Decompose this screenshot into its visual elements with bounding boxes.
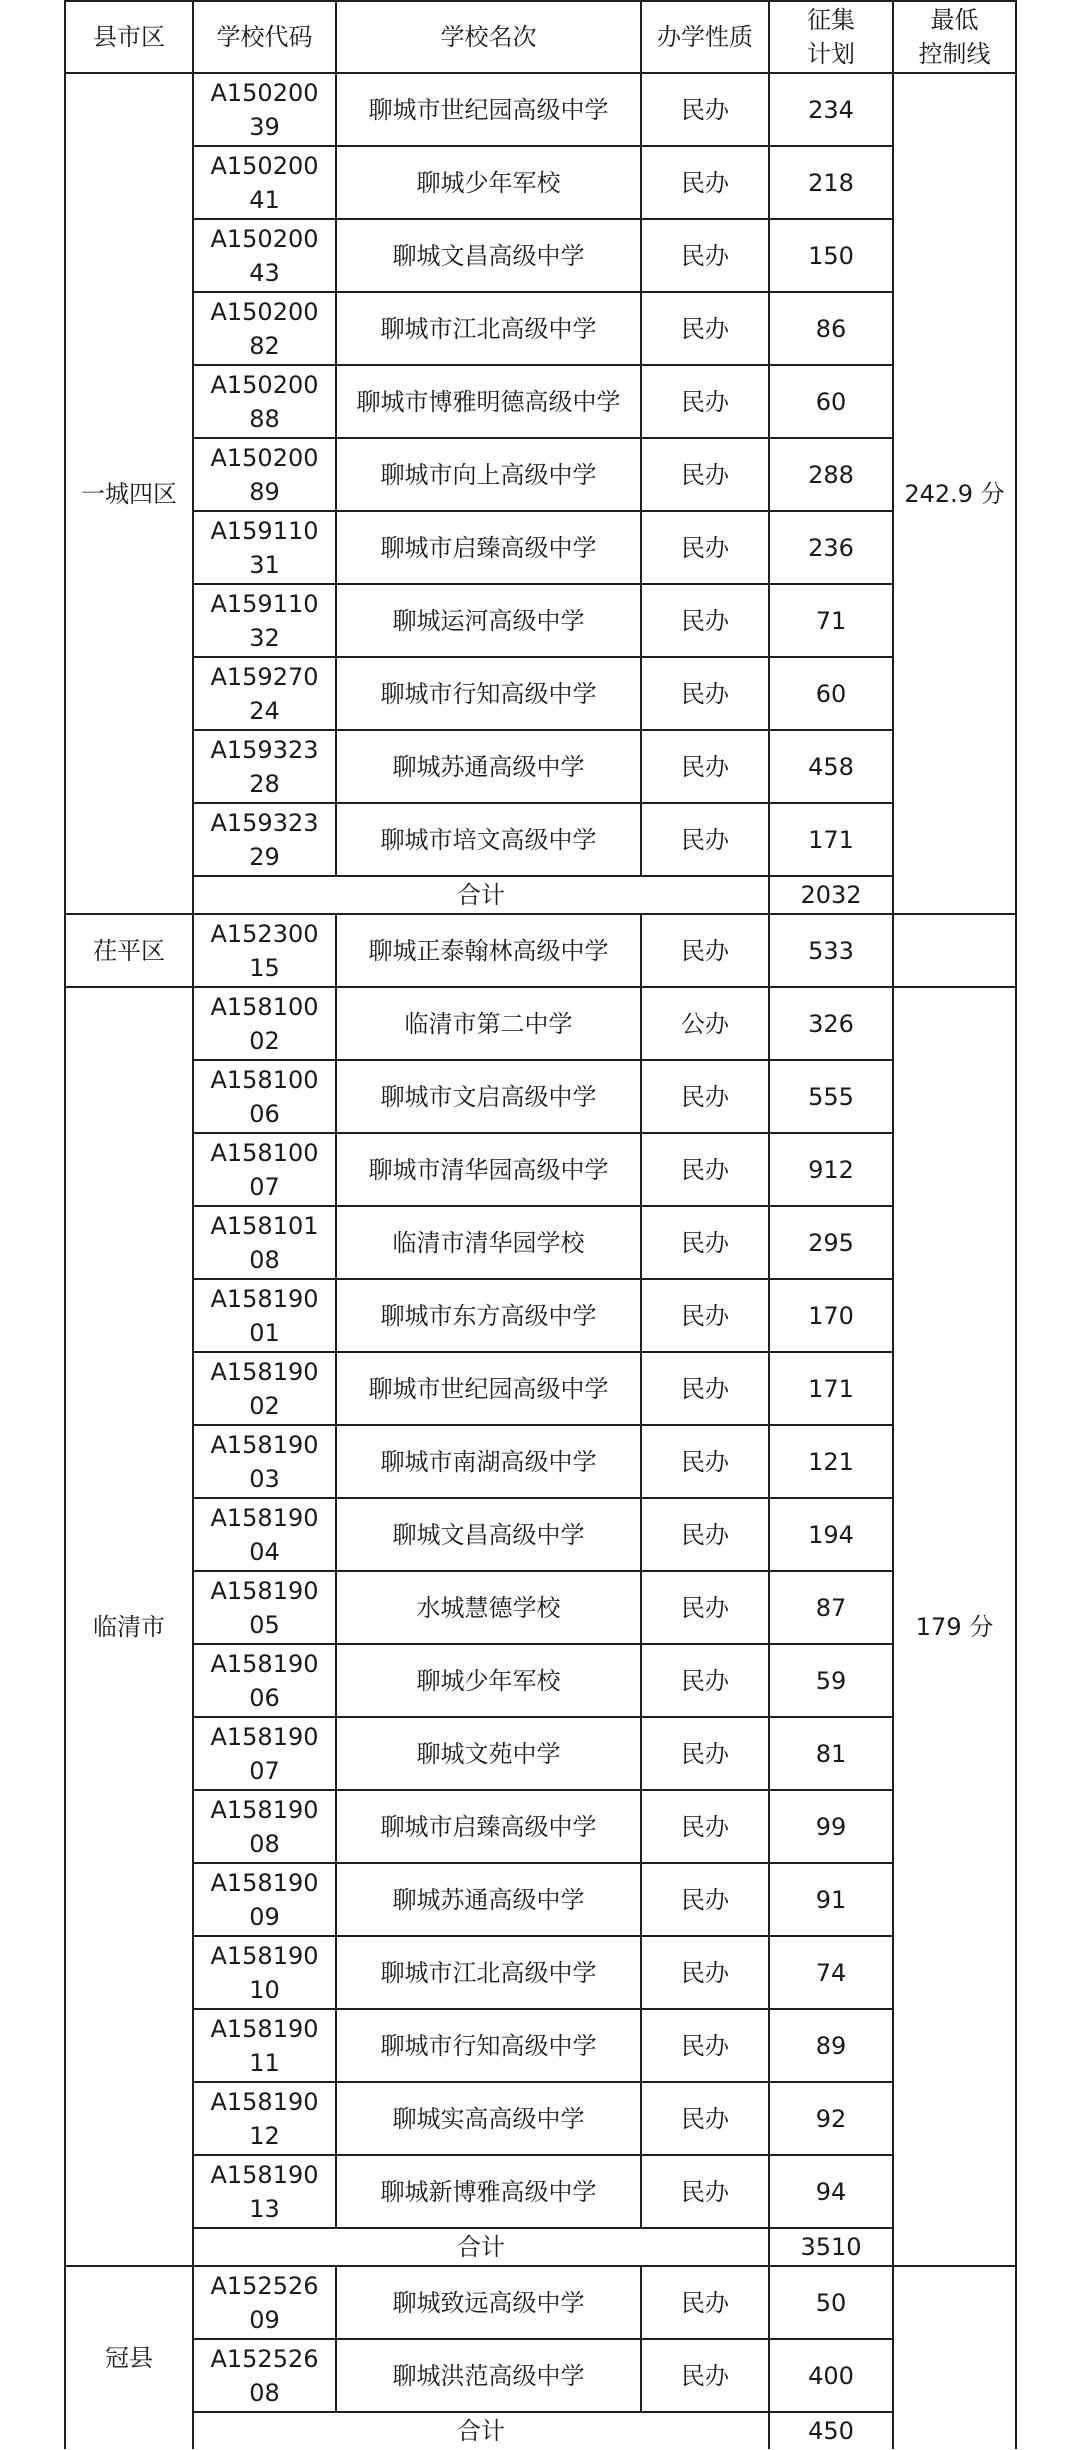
school-nature: 民办 xyxy=(641,914,769,987)
school-name: 聊城少年军校 xyxy=(336,1644,641,1717)
school-name: 聊城市江北高级中学 xyxy=(336,1936,641,2009)
school-name: 聊城市江北高级中学 xyxy=(336,292,641,365)
school-nature: 民办 xyxy=(641,2009,769,2082)
school-code: A158190 10 xyxy=(193,1936,336,2009)
table-row xyxy=(65,1425,1016,1498)
school-nature: 民办 xyxy=(641,1206,769,1279)
school-code: A158190 05 xyxy=(193,1571,336,1644)
school-nature: 民办 xyxy=(641,511,769,584)
county-cell: 一城四区 xyxy=(65,73,193,914)
school-name: 聊城市文启高级中学 xyxy=(336,1060,641,1133)
school-name: 聊城市东方高级中学 xyxy=(336,1279,641,1352)
school-plan: 60 xyxy=(769,365,893,438)
school-nature: 民办 xyxy=(641,73,769,146)
min-line-cell: 242.9 分 xyxy=(893,73,1016,914)
school-plan: 171 xyxy=(769,803,893,876)
school-plan: 50 xyxy=(769,2266,893,2339)
subtotal-value: 450 xyxy=(769,2412,893,2449)
school-name: 临清市第二中学 xyxy=(336,987,641,1060)
school-code: A159110 32 xyxy=(193,584,336,657)
school-plan: 99 xyxy=(769,1790,893,1863)
school-code: A150200 41 xyxy=(193,146,336,219)
school-name: 聊城文昌高级中学 xyxy=(336,1498,641,1571)
header-county: 县市区 xyxy=(65,1,193,73)
school-nature: 民办 xyxy=(641,1790,769,1863)
school-plan: 60 xyxy=(769,657,893,730)
school-code: A152526 09 xyxy=(193,2266,336,2339)
school-nature: 民办 xyxy=(641,2266,769,2339)
school-name: 水城慧德学校 xyxy=(336,1571,641,1644)
table-row xyxy=(65,1790,1016,1863)
school-nature: 民办 xyxy=(641,365,769,438)
subtotal-value: 3510 xyxy=(769,2228,893,2266)
school-code: A158190 01 xyxy=(193,1279,336,1352)
school-name: 聊城洪范高级中学 xyxy=(336,2339,641,2412)
table-row xyxy=(65,146,1016,219)
school-plan: 94 xyxy=(769,2155,893,2228)
table-row xyxy=(65,2155,1016,2228)
school-plan: 71 xyxy=(769,584,893,657)
school-nature: 民办 xyxy=(641,1133,769,1206)
school-plan: 326 xyxy=(769,987,893,1060)
school-name: 聊城正泰翰林高级中学 xyxy=(336,914,641,987)
school-nature: 民办 xyxy=(641,146,769,219)
school-plan: 234 xyxy=(769,73,893,146)
school-name: 聊城市世纪园高级中学 xyxy=(336,1352,641,1425)
subtotal-label: 合计 xyxy=(193,876,769,914)
school-name: 聊城市清华园高级中学 xyxy=(336,1133,641,1206)
school-plan: 91 xyxy=(769,1863,893,1936)
school-plan: 87 xyxy=(769,1571,893,1644)
min-line-cell xyxy=(893,914,1016,987)
school-code: A159323 29 xyxy=(193,803,336,876)
school-plan: 121 xyxy=(769,1425,893,1498)
table-row xyxy=(65,73,1016,146)
school-plan: 236 xyxy=(769,511,893,584)
school-plan: 912 xyxy=(769,1133,893,1206)
school-code: A158190 13 xyxy=(193,2155,336,2228)
school-plan: 288 xyxy=(769,438,893,511)
school-code: A150200 88 xyxy=(193,365,336,438)
school-plan: 533 xyxy=(769,914,893,987)
school-nature: 民办 xyxy=(641,292,769,365)
school-plan: 81 xyxy=(769,1717,893,1790)
school-nature: 民办 xyxy=(641,803,769,876)
table-row xyxy=(65,1352,1016,1425)
school-plan: 194 xyxy=(769,1498,893,1571)
school-nature: 民办 xyxy=(641,219,769,292)
school-code: A158190 07 xyxy=(193,1717,336,1790)
school-plan: 92 xyxy=(769,2082,893,2155)
subtotal-value: 2032 xyxy=(769,876,893,914)
school-nature: 民办 xyxy=(641,1644,769,1717)
table-row xyxy=(65,2009,1016,2082)
school-plan: 150 xyxy=(769,219,893,292)
school-plan: 89 xyxy=(769,2009,893,2082)
school-name: 聊城苏通高级中学 xyxy=(336,730,641,803)
school-code: A158190 08 xyxy=(193,1790,336,1863)
school-plan: 86 xyxy=(769,292,893,365)
school-plan: 218 xyxy=(769,146,893,219)
school-code: A150200 82 xyxy=(193,292,336,365)
table-row xyxy=(65,2082,1016,2155)
school-nature: 民办 xyxy=(641,1863,769,1936)
subtotal-row xyxy=(65,2412,1016,2449)
county-cell: 茌平区 xyxy=(65,914,193,987)
school-name: 聊城实高高级中学 xyxy=(336,2082,641,2155)
school-name: 聊城市行知高级中学 xyxy=(336,2009,641,2082)
school-name: 聊城文昌高级中学 xyxy=(336,219,641,292)
school-name: 聊城运河高级中学 xyxy=(336,584,641,657)
school-name: 聊城市行知高级中学 xyxy=(336,657,641,730)
table-row xyxy=(65,438,1016,511)
school-name: 聊城文苑中学 xyxy=(336,1717,641,1790)
school-code: A159270 24 xyxy=(193,657,336,730)
school-nature: 民办 xyxy=(641,1717,769,1790)
school-nature: 民办 xyxy=(641,2155,769,2228)
school-code: A152526 08 xyxy=(193,2339,336,2412)
school-plan: 171 xyxy=(769,1352,893,1425)
school-plan: 74 xyxy=(769,1936,893,2009)
table-row xyxy=(65,511,1016,584)
school-nature: 民办 xyxy=(641,730,769,803)
school-code: A158100 07 xyxy=(193,1133,336,1206)
school-code: A158190 04 xyxy=(193,1498,336,1571)
school-name: 聊城少年军校 xyxy=(336,146,641,219)
table-row xyxy=(65,803,1016,876)
header-line: 最低 控制线 xyxy=(893,1,1016,73)
school-code: A150200 89 xyxy=(193,438,336,511)
school-name: 聊城苏通高级中学 xyxy=(336,1863,641,1936)
school-name: 聊城市向上高级中学 xyxy=(336,438,641,511)
school-name: 聊城新博雅高级中学 xyxy=(336,2155,641,2228)
table-row xyxy=(65,1644,1016,1717)
table-row xyxy=(65,2266,1016,2339)
school-nature: 民办 xyxy=(641,438,769,511)
header-plan: 征集 计划 xyxy=(769,1,893,73)
county-cell: 冠县 xyxy=(65,2266,193,2449)
school-code: A150200 39 xyxy=(193,73,336,146)
school-code: A158190 12 xyxy=(193,2082,336,2155)
admissions-table xyxy=(64,0,1017,2449)
subtotal-label: 合计 xyxy=(193,2412,769,2449)
school-nature: 民办 xyxy=(641,1060,769,1133)
school-nature: 民办 xyxy=(641,584,769,657)
school-name: 临清市清华园学校 xyxy=(336,1206,641,1279)
school-name: 聊城市培文高级中学 xyxy=(336,803,641,876)
school-nature: 民办 xyxy=(641,1936,769,2009)
table-row xyxy=(65,584,1016,657)
school-name: 聊城市启臻高级中学 xyxy=(336,511,641,584)
table-row xyxy=(65,730,1016,803)
school-nature: 民办 xyxy=(641,657,769,730)
school-code: A158190 11 xyxy=(193,2009,336,2082)
table-row xyxy=(65,219,1016,292)
school-nature: 民办 xyxy=(641,1571,769,1644)
table-row xyxy=(65,365,1016,438)
school-plan: 555 xyxy=(769,1060,893,1133)
school-code: A158100 06 xyxy=(193,1060,336,1133)
school-plan: 400 xyxy=(769,2339,893,2412)
subtotal-row xyxy=(65,876,1016,914)
subtotal-row xyxy=(65,2228,1016,2266)
school-code: A152300 15 xyxy=(193,914,336,987)
table-row xyxy=(65,1498,1016,1571)
school-code: A158101 08 xyxy=(193,1206,336,1279)
school-code: A158190 09 xyxy=(193,1863,336,1936)
county-cell: 临清市 xyxy=(65,987,193,2266)
header-code: 学校代码 xyxy=(193,1,336,73)
table-row xyxy=(65,1060,1016,1133)
min-line-cell xyxy=(893,2266,1016,2449)
school-plan: 170 xyxy=(769,1279,893,1352)
school-name: 聊城致远高级中学 xyxy=(336,2266,641,2339)
school-code: A158190 06 xyxy=(193,1644,336,1717)
table-row xyxy=(65,914,1016,987)
table-row xyxy=(65,1133,1016,1206)
header-nature: 办学性质 xyxy=(641,1,769,73)
school-nature: 民办 xyxy=(641,1352,769,1425)
school-nature: 民办 xyxy=(641,1279,769,1352)
table-row xyxy=(65,987,1016,1060)
table-row xyxy=(65,292,1016,365)
school-name: 聊城市世纪园高级中学 xyxy=(336,73,641,146)
table-row xyxy=(65,657,1016,730)
school-code: A158190 03 xyxy=(193,1425,336,1498)
school-name: 聊城市启臻高级中学 xyxy=(336,1790,641,1863)
school-nature: 公办 xyxy=(641,987,769,1060)
table-row xyxy=(65,1571,1016,1644)
table-row xyxy=(65,1863,1016,1936)
subtotal-label: 合计 xyxy=(193,2228,769,2266)
school-nature: 民办 xyxy=(641,1425,769,1498)
table-row xyxy=(65,1279,1016,1352)
school-name: 聊城市博雅明德高级中学 xyxy=(336,365,641,438)
school-plan: 458 xyxy=(769,730,893,803)
school-plan: 59 xyxy=(769,1644,893,1717)
school-nature: 民办 xyxy=(641,1498,769,1571)
school-plan: 295 xyxy=(769,1206,893,1279)
table-row xyxy=(65,2339,1016,2412)
table-row xyxy=(65,1206,1016,1279)
table-row xyxy=(65,1936,1016,2009)
school-name: 聊城市南湖高级中学 xyxy=(336,1425,641,1498)
header-row xyxy=(65,1,1016,73)
school-nature: 民办 xyxy=(641,2082,769,2155)
school-code: A158100 02 xyxy=(193,987,336,1060)
school-code: A158190 02 xyxy=(193,1352,336,1425)
school-code: A150200 43 xyxy=(193,219,336,292)
school-code: A159323 28 xyxy=(193,730,336,803)
header-name: 学校名次 xyxy=(336,1,641,73)
min-line-cell: 179 分 xyxy=(893,987,1016,2266)
school-nature: 民办 xyxy=(641,2339,769,2412)
school-code: A159110 31 xyxy=(193,511,336,584)
table-row xyxy=(65,1717,1016,1790)
